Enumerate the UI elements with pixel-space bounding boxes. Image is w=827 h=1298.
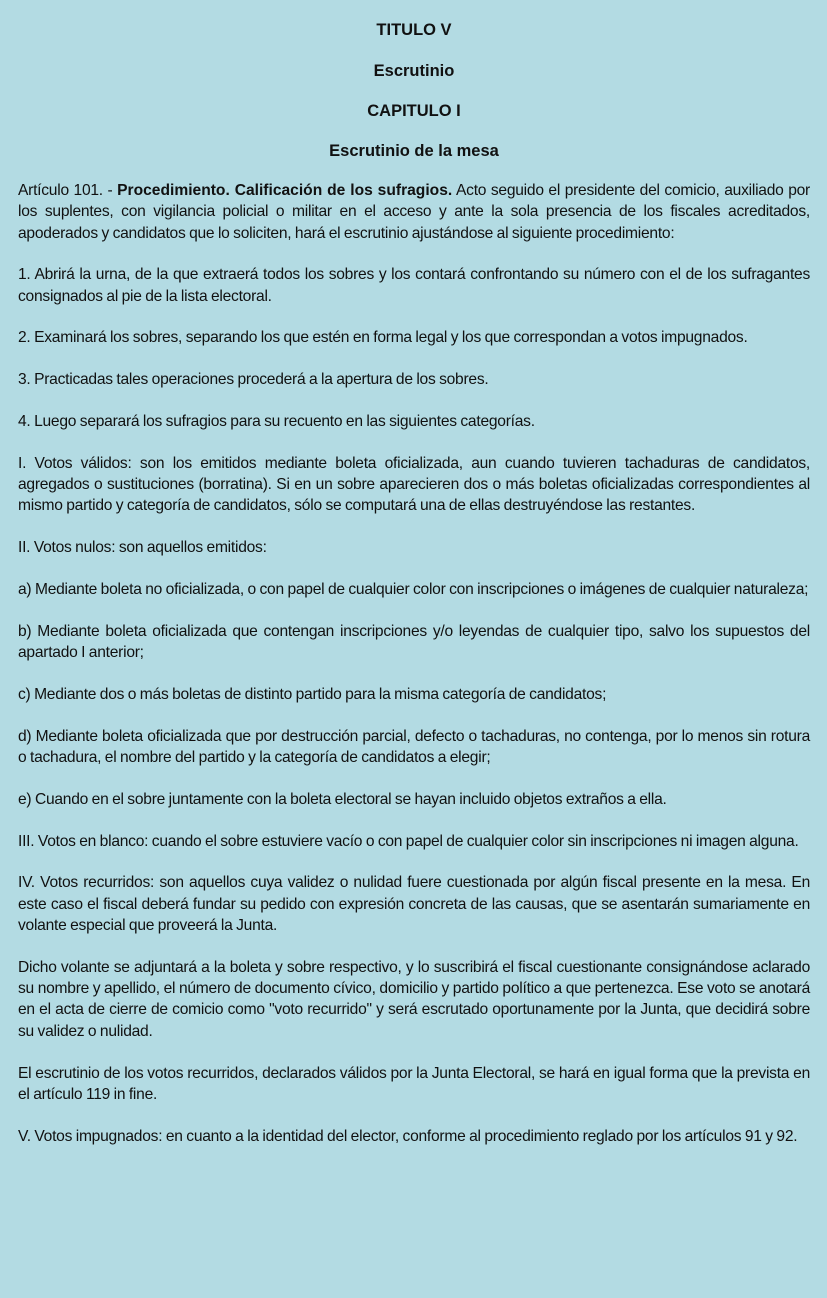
paragraph-nulos-a: a) Mediante boleta no oficializada, o con papel de cualquier color con inscripciones o imágenes de cualquier naturaleza;	[18, 581, 809, 599]
article-body	[18, 180, 810, 1147]
article-intro-text: Acto seguido el presidente del comicio, auxiliado por los suplentes, con vigilancia policial o militar en el acceso y ante la sola presencia de los fiscales acreditados, apoderados y candidatos que lo soliciten, hará el escrutinio ajustándose al siguiente procedimiento:	[18, 182, 810, 242]
escrutinio-heading: Escrutinio	[373, 62, 455, 80]
paragraph-votos-recurridos: IV. Votos recurridos: son aquellos cuya validez o nulidad fuere cuestionada por algún fiscal presente en la mesa. En este caso el fiscal deberá fundar su pedido con expresión concreta de las causas, que se asentarán sumariamente en volante especial que proveerá la Junta.	[18, 874, 810, 935]
article-101-intro	[18, 180, 810, 244]
paragraph-nulos-b: b) Mediante boleta oficializada que contengan inscripciones y/o leyendas de cualquier tipo, salvo los supuestos del apartado I anterior;	[18, 622, 810, 662]
paragraph-2: 2. Examinará los sobres, separando los que estén en forma legal y los que correspondan a votos impugnados.	[18, 329, 748, 347]
paragraph-4: 4. Luego separará los sufragios para su recuento en las siguientes categorías.	[18, 413, 535, 431]
paragraph-votos-validos: I. Votos válidos: son los emitidos mediante boleta oficializada, aun cuando tuvieren tachaduras de candidatos, agregados o sustituciones (borratina). Si en un sobre aparecieren dos o más boletas oficializadas correspondientes al mismo partido y categoría de candidatos, sólo se computará una de ellas destruyéndose las restantes.	[18, 454, 810, 515]
article-label: Artículo 101. -	[18, 182, 118, 199]
paragraph-nulos-e: e) Cuando en el sobre juntamente con la boleta electoral se hayan incluido objetos extraños a ella.	[18, 790, 667, 808]
paragraph-3: 3. Practicadas tales operaciones procederá a la apertura de los sobres.	[18, 371, 489, 389]
paragraph-1: 1. Abrirá la urna, de la que extraerá todos los sobres y los contará confrontando su número con el de los sufragantes consignados al pie de la lista electoral.	[18, 266, 810, 305]
paragraph-escrutinio-recurridos: El escrutinio de los votos recurridos, declarados válidos por la Junta Electoral, se hará en igual forma que la prevista en el artículo 119 in fine.	[18, 1064, 810, 1103]
titulo-heading: TITULO V	[376, 21, 452, 39]
paragraph-votos-impugnados: V. Votos impugnados: en cuanto a la identidad del elector, conforme al procedimiento reglado por los artículos 91 y 92.	[18, 1127, 798, 1145]
paragraph-nulos-d: d) Mediante boleta oficializada que por destrucción parcial, defecto o tachaduras, no contenga, por lo menos sin rotura o tachadura, el nombre del partido y la categoría de candidatos a elegir;	[18, 727, 810, 767]
paragraph-nulos-c: c) Mediante dos o más boletas de distinto partido para la misma categoría de candidatos;	[18, 685, 607, 703]
paragraph-volante: Dicho volante se adjuntará a la boleta y sobre respectivo, y lo suscribirá el fiscal cuestionante consignándose aclarado su nombre y apellido, el número de documento cívico, domicilio y partido político a que pertenezca. Ese voto se anotará en el acta de cierre de comicio como "voto recurrido" y será escrutado oportunamente por la Junta, que decidirá sobre su validez o nulidad.	[18, 958, 810, 1040]
escrutinio-mesa-heading: Escrutinio de la mesa	[329, 142, 499, 160]
paragraph-votos-nulos: II. Votos nulos: son aquellos emitidos:	[18, 539, 267, 557]
paragraph-votos-blanco: III. Votos en blanco: cuando el sobre estuviere vacío o con papel de cualquier color sin inscripciones ni imagen alguna.	[18, 832, 799, 850]
capitulo-heading: CAPITULO I	[367, 102, 461, 120]
article-bold-title: Procedimiento. Calificación de los sufragios.	[117, 182, 453, 199]
